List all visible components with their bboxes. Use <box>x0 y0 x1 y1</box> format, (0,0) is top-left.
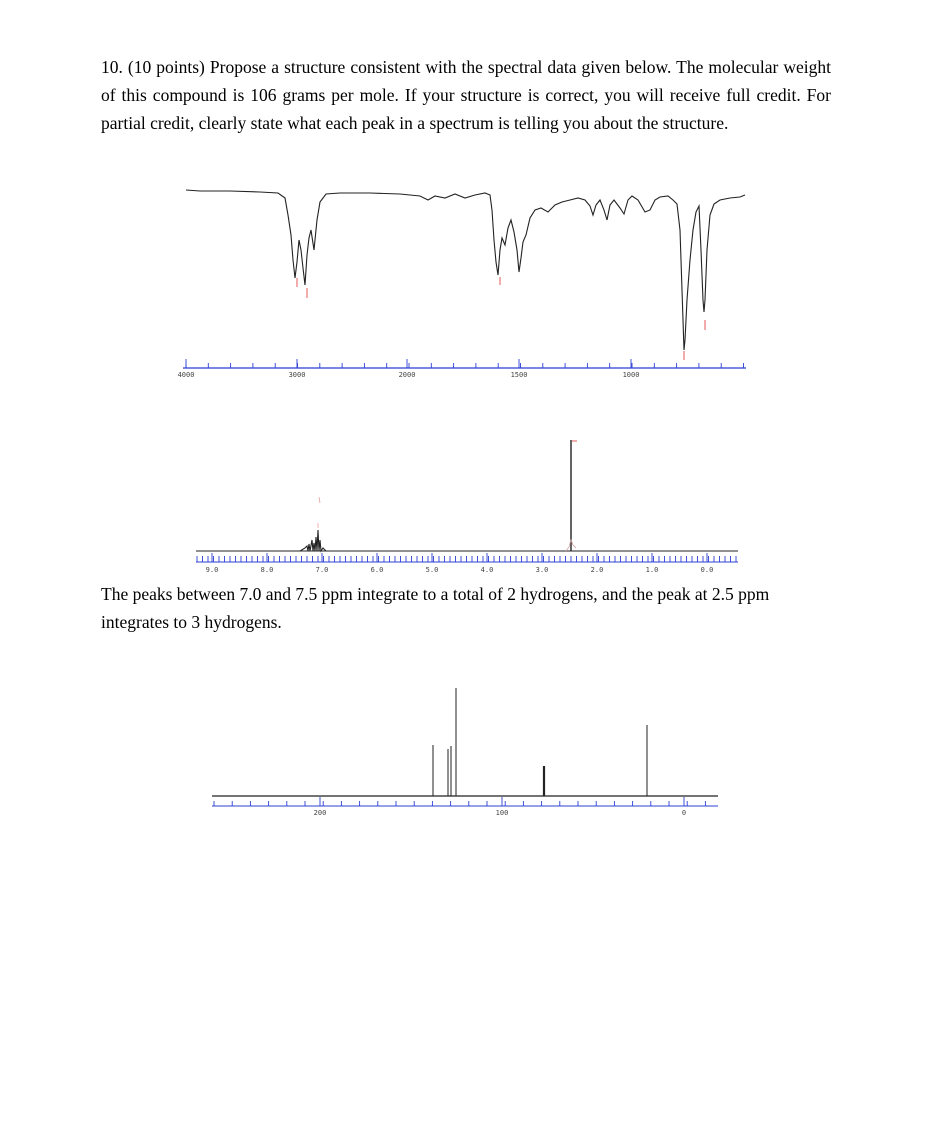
h-nmr-axis-label: 4.0 <box>480 566 494 574</box>
nmr-integration-note: The peaks between 7.0 and 7.5 ppm integrate to a total of 2 hydrogens, and the peak at 2.5 ppm integrates to 3 hydrogens. <box>101 584 770 632</box>
h-nmr-axis-label: 9.0 <box>205 566 219 574</box>
ir-axis-label: 3000 <box>288 371 306 379</box>
h-nmr-axis-label: 8.0 <box>260 566 274 574</box>
c-nmr-ticks <box>214 797 705 806</box>
ir-axis-label: 1500 <box>510 371 528 379</box>
h-nmr-axis-label: 7.0 <box>315 566 329 574</box>
ir-axis-label: 1000 <box>622 371 640 379</box>
c-nmr-axis-label: 200 <box>313 809 327 817</box>
ir-axis-label: 4000 <box>177 371 195 379</box>
h-nmr-axis-label: 6.0 <box>370 566 384 574</box>
c-nmr-axis-label: 0 <box>681 809 687 817</box>
h-nmr-axis-label: 1.0 <box>645 566 659 574</box>
question-text: 10. (10 points) Propose a structure consistent with the spectral data given below. The molecular weight of this compound is 106 grams per mole. If your structure is correct, you will receive full credit. For partial credit, clearly state what each peak in a spectrum is telling you about the structure. <box>101 57 831 133</box>
h-nmr-axis-label: 2.0 <box>590 566 604 574</box>
h-nmr-axis-label: 0.0 <box>700 566 714 574</box>
h-nmr-axis-label: 5.0 <box>425 566 439 574</box>
ir-axis-label: 2000 <box>398 371 416 379</box>
h-nmr-axis-label: 3.0 <box>535 566 549 574</box>
c-nmr-axis-label: 100 <box>495 809 509 817</box>
